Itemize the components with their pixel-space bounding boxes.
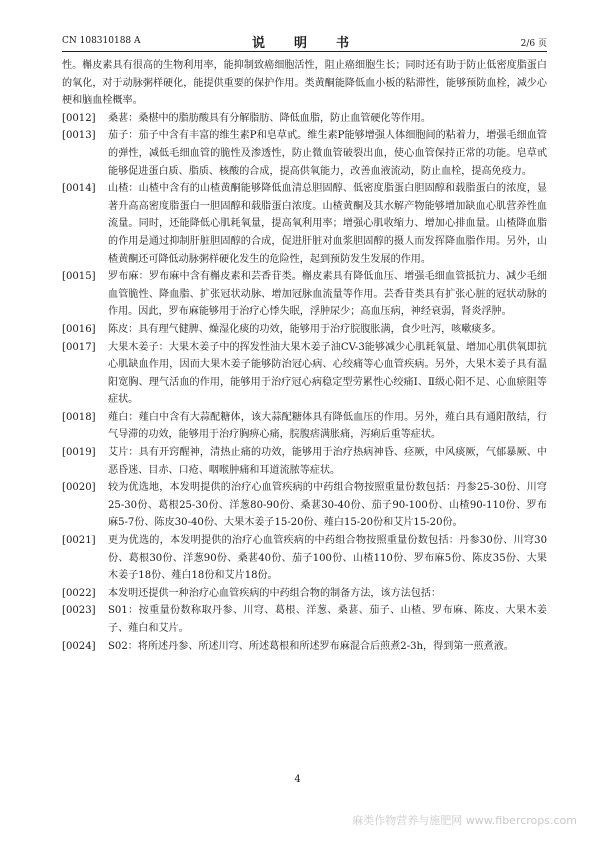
paragraph-number: [0015] bbox=[62, 271, 96, 283]
paragraph-text: 较为优选地，本发明提供的治疗心血管疾病的中药组合物按照重量份数包括：丹参25-30份、川穹25-30份、葛根25-30份、洋葱80-90份、桑葚30-40份、茄子90-100份、山楂90-110份、罗布麻5-7份、陈皮30-40份、大果木姜子15-20份、薤白15-20份和艾片15-20份。 bbox=[108, 482, 547, 529]
paragraph-number: [0013] bbox=[62, 130, 96, 142]
watermark: 麻类作物营养与施肥网 www.fibercrops.com bbox=[352, 814, 577, 827]
paragraph-number: [0021] bbox=[62, 535, 96, 547]
paragraph bbox=[62, 180, 547, 268]
paragraph-text: 大果木姜子：大果木姜子中的挥发性油大果木姜子油CV-3能够减少心肌耗氧量、增加心肌供氧即抗心肌缺血作用，因而大果木姜子能够防治冠心病、心绞痛等心血管疾病。另外，大果木姜子具有温阳宽胸、理气活血的作用，能够用于治疗冠心病稳定型劳累性心绞痛Ⅰ、Ⅱ级心阳不足、心血瘀阻等症状。 bbox=[108, 341, 547, 406]
paragraph-number: [0012] bbox=[62, 112, 96, 124]
paragraph bbox=[62, 479, 547, 532]
paragraph-number: [0014] bbox=[62, 183, 96, 195]
paragraph-number: [0024] bbox=[62, 640, 96, 652]
page-indicator: 2/6 页 bbox=[520, 39, 547, 49]
paragraph bbox=[62, 409, 547, 444]
paragraph bbox=[62, 532, 547, 585]
paragraph-number: [0022] bbox=[62, 587, 96, 599]
paragraph-text: 本发明还提供一种治疗心血管疾病的中药组合物的制备方法，该方法包括： bbox=[108, 587, 442, 599]
paragraph-text: 桑葚：桑椹中的脂肪酸具有分解脂肪、降低血脂，防止血管硬化等作用。 bbox=[108, 112, 431, 124]
paragraph bbox=[62, 444, 547, 479]
paragraph bbox=[62, 110, 547, 128]
paragraph-text: 更为优选的，本发明提供的治疗心血管疾病的中药组合物按照重量份数包括：丹参30份、川穹30份、葛根30份、洋葱90份、桑葚40份、茄子100份、山楂110份、罗布麻5份、陈皮35份、大果木姜子18份、薤白18份和艾片18份。 bbox=[108, 535, 547, 582]
document-body bbox=[62, 57, 547, 655]
paragraph bbox=[62, 268, 547, 321]
paragraph-text: 陈皮：具有理气健脾、燥湿化痰的功效，能够用于治疗脘腹胀满，食少吐泻，咳嗽痰多。 bbox=[108, 323, 502, 335]
paragraph-number: [0019] bbox=[62, 447, 96, 459]
paragraph-number: [0020] bbox=[62, 482, 96, 494]
paragraph bbox=[62, 585, 547, 603]
paragraph-number: [0018] bbox=[62, 411, 96, 423]
paragraph bbox=[62, 127, 547, 180]
header-rule bbox=[62, 51, 547, 52]
paragraph-text: 薤白：薤白中含有大蒜配糖体，该大蒜配糖体具有降低血压的作用。另外，薤白具有通阳散结，行气导滞的功效，能够用于治疗胸痹心痛，脘腹痞满胀痛，泻痢后重等症状。 bbox=[108, 411, 547, 441]
paragraph bbox=[62, 339, 547, 409]
page-number: 4 bbox=[294, 774, 301, 785]
paragraph-text: 艾片：具有开窍醒神，清热止痛的功效，能够用于治疗热病神昏、痉厥，中风痰厥，气郁暴厥、中恶昏迷、目赤、口疮、咽喉肿痛和耳道流脓等症状。 bbox=[108, 447, 547, 476]
paragraph-text: S02：将所述丹参、所述川穹、所述葛根和所述罗布麻混合后煎煮2-3h，得到第一煎煮液。 bbox=[108, 640, 514, 652]
lead-paragraph: 性。槲皮素具有很高的生物利用率，能抑制致癌细胞活性，阻止癌细胞生长；同时还有助于防止低密度脂蛋白的氧化，对于动脉粥样硬化，能提供重要的保护作用。类黄酮能降低血小板的粘滞性，能够预防血栓，减少心梗和脑血栓概率。 bbox=[62, 60, 547, 107]
paragraph-number: [0023] bbox=[62, 605, 96, 617]
document-title: 说 明 书 bbox=[251, 36, 357, 51]
paragraph bbox=[62, 321, 547, 339]
paragraph-text: S01：按重量份数称取丹参、川穹、葛根、洋葱、桑葚、茄子、山楂、罗布麻、陈皮、大果木姜子、薤白和艾片。 bbox=[108, 605, 547, 634]
paragraph-text: 茄子：茄子中含有丰富的维生素P和皂草甙。维生素P能够增强人体细胞间的粘着力，增强毛细血管的弹性，减低毛细血管的脆性及渗透性，防止微血管破裂出血，使心血管保持正常的功能。皂草甙能够促进蛋白质、脂质、核酸的合成，提高供氧能力，改善血液流动，防止血栓，提高免疫力。 bbox=[108, 130, 547, 177]
patent-number: CN 108310188 A bbox=[62, 36, 141, 46]
paragraph-number: [0017] bbox=[62, 341, 96, 353]
paragraph bbox=[62, 602, 547, 637]
page-header bbox=[62, 32, 547, 51]
paragraph-list bbox=[62, 110, 547, 655]
paragraph bbox=[62, 638, 547, 656]
paragraph-number: [0016] bbox=[62, 323, 96, 335]
paragraph-text: 山楂：山楂中含有的山楂黄酮能够降低血清总胆固醇、低密度脂蛋白胆固醇和载脂蛋白的浓度，显著升高高密度脂蛋白一胆固醇和载脂蛋白浓度。山楂黄酮及其水解产物能够增加缺血心肌营养性血流量。同时，还能降低心肌耗氧量，提高氧利用率；增强心肌收缩力、增加心排血量。山楂降血脂的作用是通过抑制肝脏胆固醇的合成，促进肝脏对血浆胆固醇的摄人而发挥降血脂作用。另外，山楂黄酮还可降低动脉粥样硬化发生的危险性，起到预防发生发展的作用。 bbox=[108, 183, 547, 265]
paragraph-text: 罗布麻：罗布麻中含有槲皮素和芸香苷类。槲皮素具有降低血压、增强毛细血管抵抗力、减少毛细血管脆性、降血脂、扩张冠状动脉、增加冠脉血流量等作用。芸香苷类具有扩张心脏的冠状动脉的作用。因此，罗布麻能够用于治疗心悸失眠，浮肿尿少；高血压病，神经衰弱，肾炎浮肿。 bbox=[108, 271, 547, 318]
